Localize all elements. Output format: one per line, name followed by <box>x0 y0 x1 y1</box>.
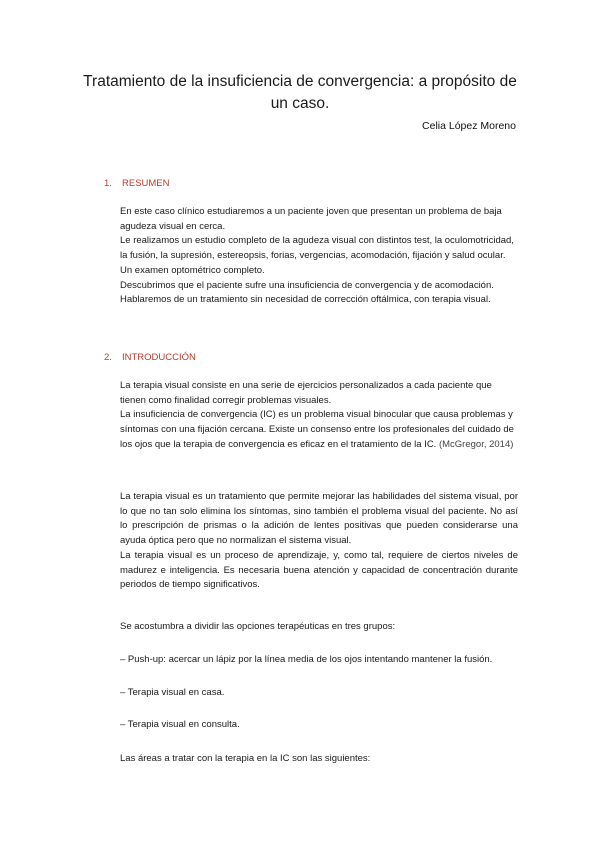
paragraph: La insuficiencia de convergencia (IC) es un problema visual binocular que causa problemas y síntomas con una fijación cercana. Existe un consenso entre los profesionales del cuidado de los ojos que la terapia de convergencia es eficaz en el tratamiento de la IC. <box>120 409 514 450</box>
section-number: 1. <box>104 178 112 189</box>
author-name: Celia López Moreno <box>422 120 516 132</box>
paragraph: La terapia visual es un tratamiento que permite mejorar las habilidades del sistema visual, por lo que no tan solo elimina los síntomas, sino también el problema visual del paciente. No así lo prescripción de prismas o la adición de lentes positivas que pueden considerarse una ayuda óptica pero que no normalizan el sistema visual. <box>120 491 518 547</box>
paragraph: Descubrimos que el paciente sufre una insuficiencia de convergencia y de acomodación. <box>120 279 494 291</box>
list-item: – Terapia visual en casa. <box>120 687 225 698</box>
section-heading-resumen <box>104 178 170 190</box>
terapia-visual-body <box>120 490 518 593</box>
document-title: Tratamiento de la insuficiencia de convergencia: a propósito de un caso. <box>83 73 517 112</box>
section-title: INTRODUCCIÓN <box>122 352 196 363</box>
section-heading-introduccion <box>104 352 196 364</box>
paragraph: La terapia visual es un proceso de aprendizaje, y, como tal, requiere de ciertos niveles de madurez e inteligencia. Es necesaria buena atención y capacidad de concentración durante periodos de tiempo significativos. <box>120 549 518 591</box>
resumen-body <box>120 205 518 308</box>
groups-intro: Se acostumbra a dividir las opciones terapéuticas en tres grupos: <box>120 621 396 632</box>
paragraph: Le realizamos un estudio completo de la agudeza visual con distintos test, la oculomotricidad, la fusión, la supresión, estereopsis, forias, vergencias, acomodación, fijación y salud ocular. Un examen optométrico completo. <box>120 235 514 276</box>
citation: (McGregor, 2014) <box>438 438 514 450</box>
areas-intro: Las áreas a tratar con la terapia en la IC son las siguientes: <box>120 753 371 764</box>
paragraph: La terapia visual consiste en una serie de ejercicios personalizados a cada paciente que tienen como finalidad corregir problemas visuales. <box>120 380 492 406</box>
section-title: RESUMEN <box>122 178 170 189</box>
list-item: – Push-up: acercar un lápiz por la línea media de los ojos intentando mantener la fusión. <box>120 654 493 665</box>
section-number: 2. <box>104 352 112 363</box>
paragraph: Hablaremos de un tratamiento sin necesidad de corrección oftálmica, con terapia visual. <box>120 294 491 306</box>
paragraph: En este caso clínico estudiaremos a un paciente joven que presentan un problema de baja agudeza visual en cerca. <box>120 206 502 232</box>
introduccion-body <box>120 379 518 453</box>
list-item: – Terapia visual en consulta. <box>120 719 240 730</box>
